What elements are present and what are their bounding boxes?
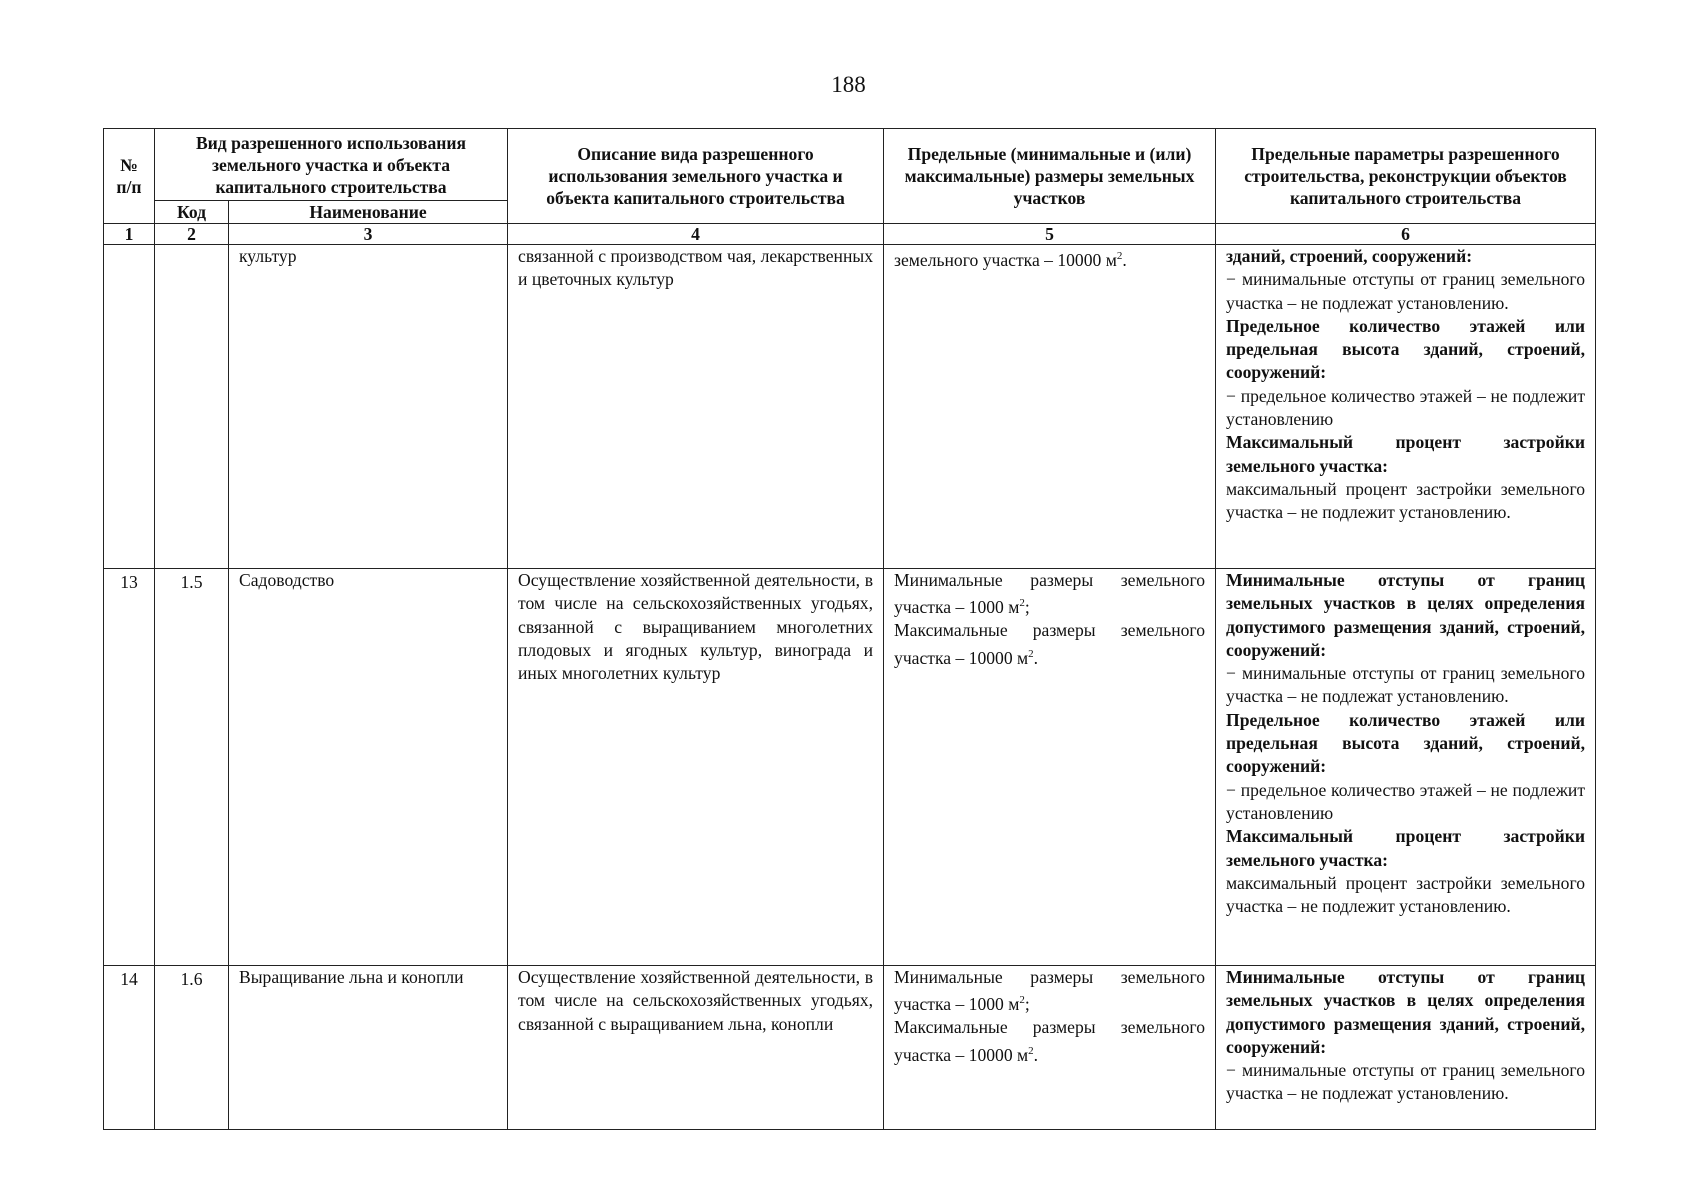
param-text: − предельное количество этажей – не подлежит установлению bbox=[1226, 385, 1586, 430]
param-heading: Предельное количество этажей или предельная высота зданий, строений, сооружений: bbox=[1226, 315, 1586, 383]
row-code bbox=[155, 245, 229, 569]
row-number: 14 bbox=[104, 966, 155, 1130]
size-tail: ; bbox=[1024, 597, 1030, 618]
header-params: Предельные параметры разрешенного строительства, реконструкции объектов капитального строительства bbox=[1216, 129, 1596, 224]
size-text: Минимальные размеры земельного участка – 1000 м bbox=[894, 570, 1206, 618]
column-number: 1 bbox=[104, 224, 155, 245]
size-text: Максимальные размеры земельного участка – 10000 м bbox=[894, 620, 1206, 668]
param-heading: Максимальный процент застройки земельного участка: bbox=[1226, 432, 1586, 476]
size-unit-exponent: 2 bbox=[1028, 1044, 1034, 1057]
page-number: 188 bbox=[831, 72, 866, 97]
row-code: 1.6 bbox=[155, 966, 229, 1130]
param-heading: Максимальный процент застройки земельного участка: bbox=[1226, 826, 1586, 870]
table-header bbox=[104, 129, 1596, 224]
column-number: 5 bbox=[884, 224, 1216, 245]
row-params bbox=[1216, 966, 1596, 1130]
row-params bbox=[1216, 569, 1596, 966]
size-line bbox=[894, 245, 1205, 272]
row-sizes bbox=[884, 966, 1216, 1130]
row-number: 13 bbox=[104, 569, 155, 966]
param-text: − минимальные отступы от границ земельного участка – не подлежат установлению. bbox=[1226, 1060, 1586, 1104]
size-unit-exponent: 2 bbox=[1028, 647, 1034, 660]
param-heading: Предельное количество этажей или предельная высота зданий, строений, сооружений: bbox=[1226, 709, 1586, 777]
row-name: Выращивание льна и конопли bbox=[229, 966, 508, 1130]
column-number: 4 bbox=[508, 224, 884, 245]
header-code: Код bbox=[155, 201, 229, 224]
size-line bbox=[894, 1016, 1205, 1066]
size-unit-exponent: 2 bbox=[1019, 597, 1025, 610]
row-name: Садоводство bbox=[229, 569, 508, 966]
table-row bbox=[104, 569, 1596, 966]
size-tail: . bbox=[1122, 249, 1127, 270]
row-sizes bbox=[884, 245, 1216, 569]
param-text: − минимальные отступы от границ земельного участка – не подлежат установлению. bbox=[1226, 269, 1586, 313]
size-line bbox=[894, 569, 1205, 619]
row-name: культур bbox=[229, 245, 508, 569]
size-text: Максимальные размеры земельного участка – 10000 м bbox=[894, 1017, 1206, 1065]
row-sizes bbox=[884, 569, 1216, 966]
table-row bbox=[104, 245, 1596, 569]
header-num: № п/п bbox=[104, 129, 155, 224]
param-text: − предельное количество этажей – не подлежит установлению bbox=[1226, 779, 1586, 823]
land-use-table bbox=[103, 128, 1596, 1130]
row-description: Осуществление хозяйственной деятельности, в том числе на сельскохозяйственных угодьях, связанной с выращиванием многолетних плодовых и ягодных культур, винограда и иных многолетних культур bbox=[508, 569, 884, 966]
size-text: земельного участка – 10000 м bbox=[894, 249, 1117, 270]
header-name: Наименование bbox=[229, 201, 508, 224]
row-description: связанной с производством чая, лекарственных и цветочных культур bbox=[508, 245, 884, 569]
size-unit-exponent: 2 bbox=[1019, 994, 1025, 1007]
header-sizes: Предельные (минимальные и (или) максимальные) размеры земельных участков bbox=[884, 129, 1216, 224]
param-text: максимальный процент застройки земельного участка – не подлежит установлению. bbox=[1226, 872, 1586, 917]
column-number: 6 bbox=[1216, 224, 1596, 245]
column-number-row bbox=[104, 224, 1596, 245]
param-heading: Минимальные отступы от границ земельных участков в целях определения допустимого размещения зданий, строений, сооружений: bbox=[1226, 967, 1586, 1057]
param-text: − минимальные отступы от границ земельного участка – не подлежат установлению. bbox=[1226, 663, 1586, 707]
header-type-group: Вид разрешенного использования земельного участка и объекта капитального строительства bbox=[155, 129, 508, 201]
param-text: максимальный процент застройки земельного участка – не подлежит установлению. bbox=[1226, 478, 1586, 523]
size-tail: ; bbox=[1024, 994, 1030, 1015]
table-body bbox=[104, 224, 1596, 1130]
row-code: 1.5 bbox=[155, 569, 229, 966]
header-description: Описание вида разрешенного использования земельного участка и объекта капитального строительства bbox=[508, 129, 884, 224]
table-row bbox=[104, 966, 1596, 1130]
row-number bbox=[104, 245, 155, 569]
column-number: 3 bbox=[229, 224, 508, 245]
param-heading: зданий, строений, сооружений: bbox=[1226, 246, 1473, 266]
row-description: Осуществление хозяйственной деятельности, в том числе на сельскохозяйственных угодьях, связанной с выращиванием льна, конопли bbox=[508, 966, 884, 1130]
row-params bbox=[1216, 245, 1596, 569]
size-line bbox=[894, 619, 1205, 669]
size-unit-exponent: 2 bbox=[1116, 250, 1123, 262]
size-text: Минимальные размеры земельного участка – 1000 м bbox=[894, 967, 1206, 1015]
size-line bbox=[894, 966, 1205, 1016]
column-number: 2 bbox=[155, 224, 229, 245]
param-heading: Минимальные отступы от границ земельных участков в целях определения допустимого размещения зданий, строений, сооружений: bbox=[1226, 570, 1586, 660]
size-tail: . bbox=[1033, 647, 1039, 668]
size-tail: . bbox=[1033, 1044, 1039, 1065]
